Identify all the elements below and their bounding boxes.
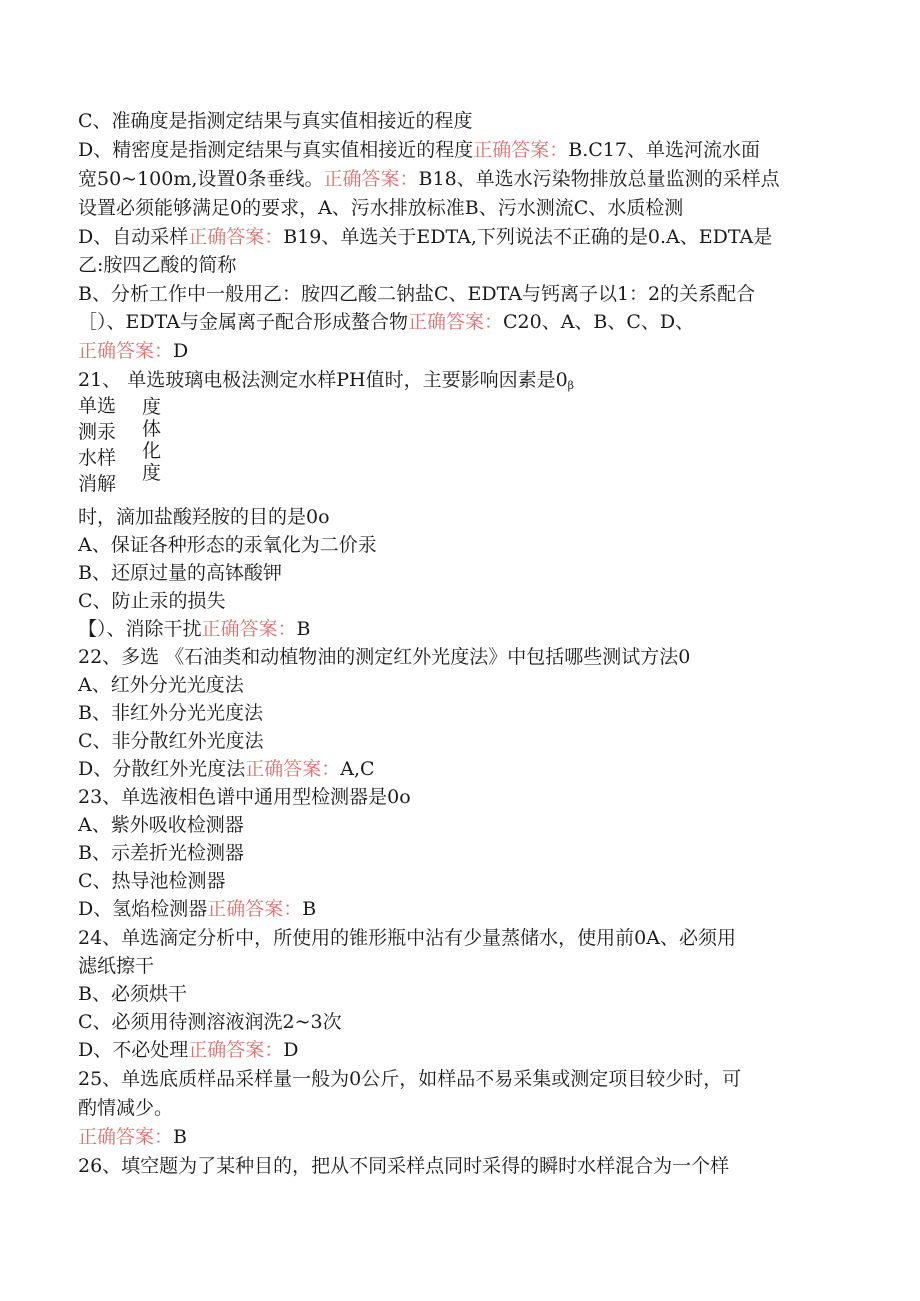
text-line: B、非红外分光光度法 bbox=[78, 702, 263, 724]
text-line: 26、填空题为了某种目的，把从不同采样点同时采得的瞬时水样混合为一个样 bbox=[78, 1155, 730, 1177]
fragment-text: 度 bbox=[142, 462, 162, 484]
text-line: 22、多选 《石油类和动植物油的测定红外光度法》中包括哪些测试方法0 bbox=[78, 646, 691, 668]
fragment-text: 体 bbox=[142, 418, 162, 440]
text-line: D、精密度是指测定结果与真实值相接近的程度正确答案：B.C17、单选河流水面 bbox=[78, 139, 760, 161]
text-line: A、紫外吸收检测器 bbox=[78, 814, 244, 836]
text-line: C、非分散红外光度法 bbox=[78, 730, 264, 752]
text-line: 【）、消除干扰正确答案：B bbox=[78, 618, 311, 640]
text-line: 21、 单选玻璃电极法测定水样PH值时，主要影响因素是$0_\beta$ bbox=[78, 369, 575, 392]
text-line: 25、单选底质样品采样量一般为0公斤，如样品不易采集或测定项目较少时，可 bbox=[78, 1068, 742, 1090]
text-line: ［）、EDTA与金属离子配合形成螯合物正确答案：C20、A、B、C、D、 bbox=[78, 311, 695, 333]
fragment-column-right bbox=[142, 396, 161, 484]
text-line: D、自动采样正确答案：B19、单选关于EDTA,下列说法不正确的是0.A、EDTA是 bbox=[78, 226, 773, 248]
fragment-text: 化 bbox=[142, 440, 162, 462]
text-line: D、不必处理正确答案：D bbox=[78, 1039, 299, 1061]
fragment-text: 消解 bbox=[78, 473, 117, 495]
text-line: C、热导池检测器 bbox=[78, 870, 226, 892]
text-line: 酌情减少。 bbox=[78, 1097, 174, 1119]
text-line: 设置必须能够满足0的要求，A、污水排放标准B、污水测流C、水质检测 bbox=[78, 197, 684, 219]
text-line: 正确答案：D bbox=[78, 340, 189, 362]
text-line: D、分散红外光度法正确答案：A,C bbox=[78, 758, 375, 780]
text-line: B、分析工作中一般用乙：胺四乙酸二钠盐C、EDTA与钙离子以1：2的关系配合 bbox=[78, 283, 756, 305]
text-line: 宽50~100m,设置0条垂线。正确答案：B18、单选水污染物排放总量监测的采样点 bbox=[78, 168, 780, 190]
fragment-text: 水样 bbox=[78, 447, 117, 469]
fragment-column-left bbox=[78, 393, 116, 497]
text-line: C、准确度是指测定结果与真实值相接近的程度 bbox=[78, 110, 473, 132]
text-line: C、必须用待测溶液润洗2~3次 bbox=[78, 1011, 342, 1033]
text-line: 23、单选液相色谱中通用型检测器是0o bbox=[78, 786, 411, 808]
text-line: B、必须烘干 bbox=[78, 983, 187, 1005]
text-line: A、保证各种形态的汞氧化为二价汞 bbox=[78, 534, 377, 556]
text-line: 乙:胺四乙酸的简称 bbox=[78, 254, 237, 276]
fragment-text: 测汞 bbox=[78, 421, 117, 443]
fragment-text: 度 bbox=[142, 396, 162, 418]
text-line: 时，滴加盐酸羟胺的目的是0o bbox=[78, 506, 330, 528]
text-line: B、示差折光检测器 bbox=[78, 842, 244, 864]
text-line: C、防止汞的损失 bbox=[78, 590, 226, 612]
text-line: D、氢焰检测器正确答案：B bbox=[78, 898, 317, 920]
text-line: A、红外分光光度法 bbox=[78, 674, 244, 696]
text-line: B、还原过量的高钵酸钾 bbox=[78, 562, 282, 584]
text-line: 24、单选滴定分析中，所使用的锥形瓶中沾有少量蒸储水，使用前0A、必须用 bbox=[78, 927, 736, 949]
text-line: 滤纸擦干 bbox=[78, 955, 155, 977]
fragment-text: 单选 bbox=[78, 395, 117, 417]
text-line: 正确答案：B bbox=[78, 1126, 187, 1148]
